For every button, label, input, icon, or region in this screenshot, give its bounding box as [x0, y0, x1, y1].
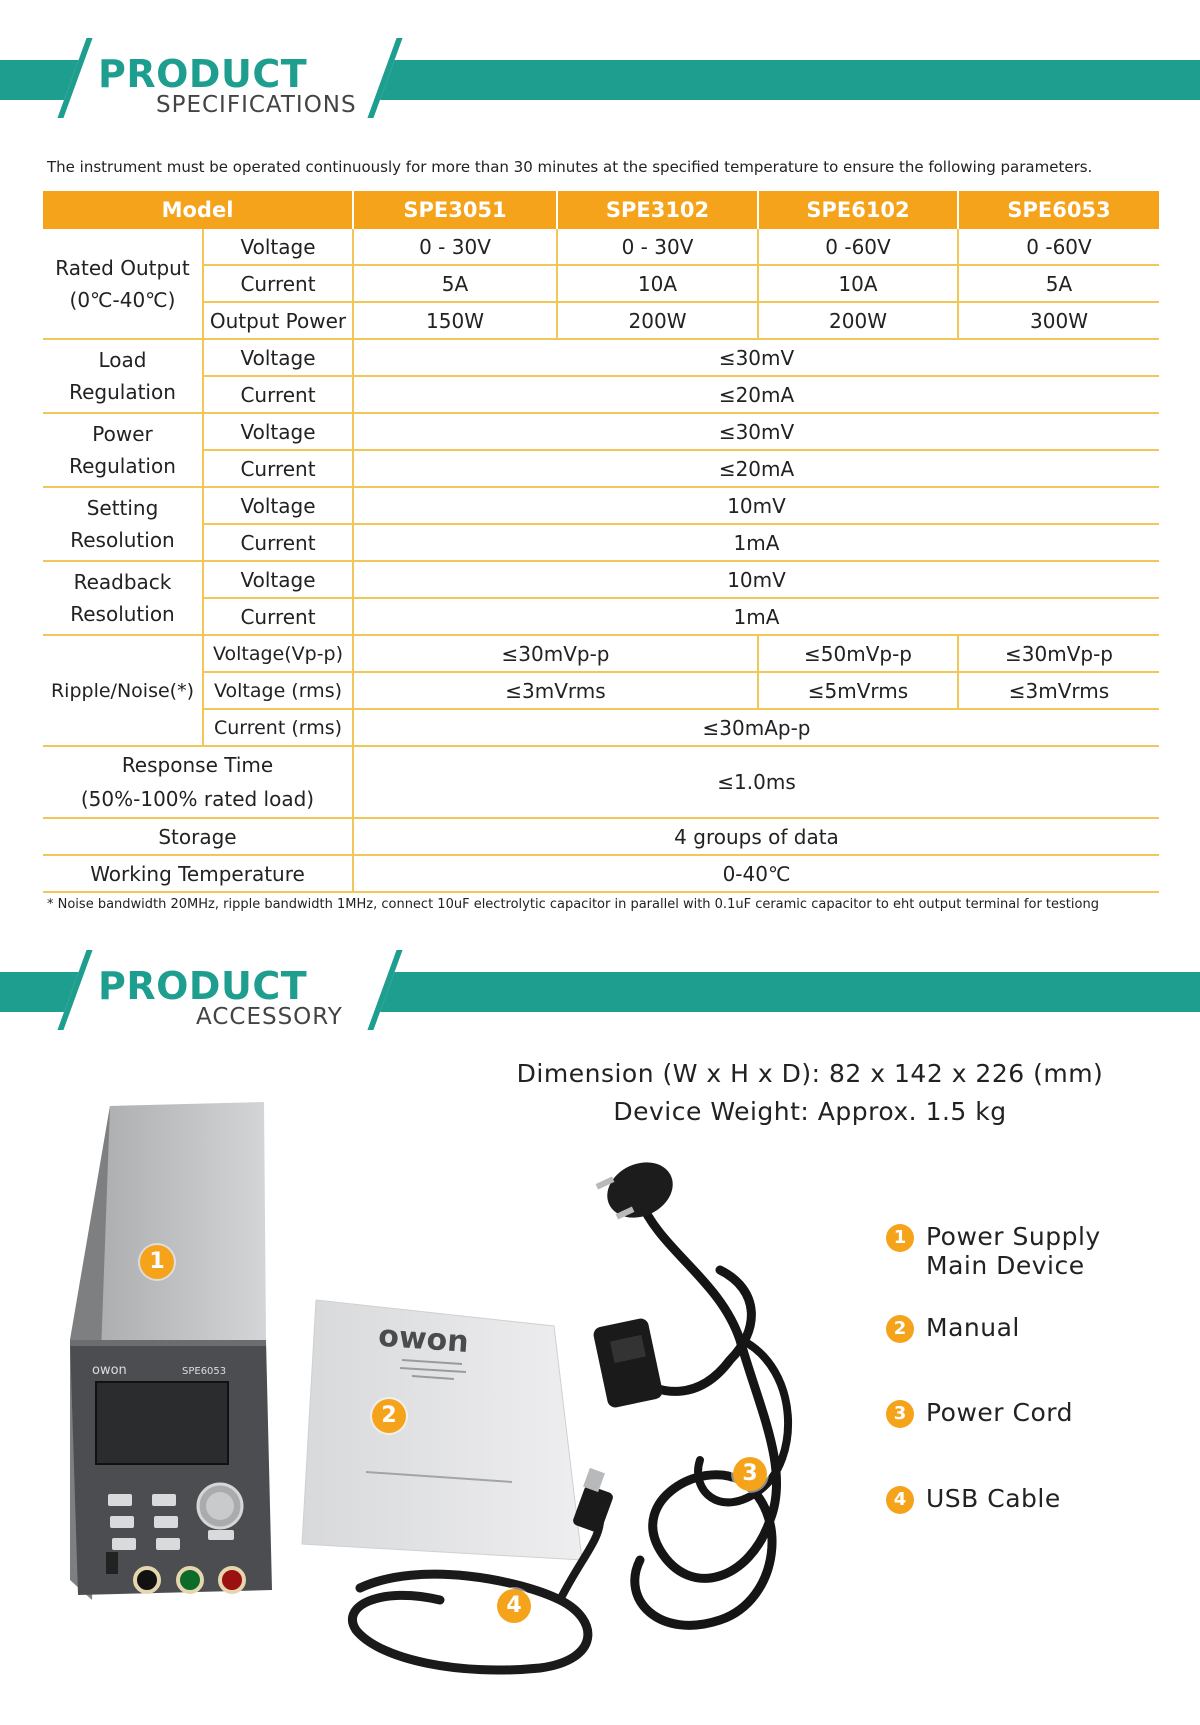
sub-label: Voltage	[203, 561, 353, 598]
accessory-photo	[0, 1040, 880, 1680]
legend-label: USB Cable	[926, 1484, 1061, 1513]
sub-label: Current	[203, 450, 353, 487]
sub-label: Current (rms)	[203, 709, 353, 746]
intro-text: The instrument must be operated continuously for more than 30 minutes at the specified temperature to ensure the following parameters.	[47, 158, 1093, 176]
sub-label: Current	[203, 598, 353, 635]
legend-item-power-cord	[886, 1398, 1073, 1428]
weight-text: Device Weight: Approx. 1.5 kg	[613, 1097, 1007, 1126]
legend-badge: 4	[886, 1486, 914, 1514]
header-model-1: SPE3051	[353, 191, 557, 229]
sub-label: Output Power	[203, 302, 353, 339]
accessory-section-header	[0, 950, 1200, 1030]
load-label-line2: Regulation	[69, 380, 176, 404]
header-model-4: SPE6053	[958, 191, 1159, 229]
table-cell: 200W	[557, 302, 758, 339]
table-cell: 10A	[557, 265, 758, 302]
load-label-line1: Load	[98, 348, 147, 372]
header-model: Model	[43, 191, 353, 229]
legend-item-usb-cable	[886, 1484, 1061, 1514]
table-cell: 1mA	[353, 598, 1159, 635]
table-cell: ≤5mVrms	[758, 672, 958, 709]
device-model: SPE6053	[182, 1366, 227, 1377]
header-model-3: SPE6102	[758, 191, 958, 229]
sub-label: Voltage	[203, 229, 353, 265]
table-row	[43, 598, 1159, 635]
sub-label: Current	[203, 265, 353, 302]
table-cell: 0 - 30V	[353, 229, 557, 265]
rated-label-line2: (0℃-40℃)	[69, 287, 176, 312]
badge-usb-cable: 4	[497, 1589, 531, 1623]
setting-label-line2: Resolution	[70, 528, 175, 552]
table-row	[43, 302, 1159, 339]
table-row	[43, 524, 1159, 561]
table-cell: 0 -60V	[758, 229, 958, 265]
table-row	[43, 487, 1159, 524]
legend-label-line2: Main Device	[926, 1251, 1085, 1280]
power-label-line1: Power	[92, 422, 153, 446]
accessory-header-subtitle: ACCESSORY	[196, 1004, 343, 1030]
table-cell: ≤3mVrms	[958, 672, 1159, 709]
table-cell: 150W	[353, 302, 557, 339]
table-cell: ≤3mVrms	[353, 672, 758, 709]
rated-output-label	[43, 229, 203, 339]
table-row	[43, 672, 1159, 709]
header-model-2: SPE3102	[557, 191, 758, 229]
table-row	[43, 635, 1159, 672]
setting-resolution-label	[43, 487, 203, 561]
sub-label: Voltage (rms)	[203, 672, 353, 709]
table-cell: 10mV	[353, 561, 1159, 598]
rated-label-line1: Rated Output	[55, 255, 190, 280]
table-cell: 5A	[958, 265, 1159, 302]
legend-badge: 2	[886, 1315, 914, 1343]
badge-device: 1	[140, 1245, 174, 1279]
table-cell: 0 - 30V	[557, 229, 758, 265]
sub-label: Voltage(Vp-p)	[203, 635, 353, 672]
table-cell: ≤1.0ms	[353, 746, 1159, 818]
power-supply-device-icon	[70, 1102, 272, 1600]
sub-label: Voltage	[203, 487, 353, 524]
setting-label-line1: Setting	[86, 496, 159, 520]
response-label-line2: (50%-100% rated load)	[80, 787, 315, 811]
legend-label	[926, 1222, 1101, 1280]
working-temperature-label: Working Temperature	[43, 855, 353, 892]
power-plug-icon	[596, 1152, 682, 1228]
table-cell: 200W	[758, 302, 958, 339]
table-row	[43, 450, 1159, 487]
readback-resolution-label	[43, 561, 203, 635]
ripple-noise-label: Ripple/Noise(*)	[43, 635, 203, 746]
table-cell: 10A	[758, 265, 958, 302]
sub-label: Voltage	[203, 339, 353, 376]
readback-label-line1: Readback	[73, 570, 172, 594]
legend-label-line1: Power Supply	[926, 1222, 1101, 1251]
table-row	[43, 818, 1159, 855]
legend-label: Power Cord	[926, 1398, 1073, 1427]
sub-label: Current	[203, 524, 353, 561]
table-row	[43, 265, 1159, 302]
table-row	[43, 855, 1159, 892]
response-time-label	[43, 746, 353, 818]
spec-header-subtitle: SPECIFICATIONS	[156, 92, 357, 118]
power-label-line2: Regulation	[69, 454, 176, 478]
table-cell: ≤30mVp-p	[958, 635, 1159, 672]
spec-table	[43, 191, 1159, 893]
load-regulation-label	[43, 339, 203, 413]
manual-brand: owon	[377, 1318, 470, 1360]
iec-connector-icon	[592, 1317, 664, 1409]
table-cell: ≤30mV	[353, 339, 1159, 376]
table-cell: 0 -60V	[958, 229, 1159, 265]
legend-badge: 3	[886, 1400, 914, 1428]
table-cell: 10mV	[353, 487, 1159, 524]
table-cell: 5A	[353, 265, 557, 302]
sub-label: Voltage	[203, 413, 353, 450]
device-brand: owon	[92, 1363, 127, 1378]
table-row	[43, 561, 1159, 598]
table-cell: 4 groups of data	[353, 818, 1159, 855]
badge-manual: 2	[372, 1399, 406, 1433]
badge-power-cord: 3	[733, 1457, 767, 1491]
table-row	[43, 376, 1159, 413]
legend-badge: 1	[886, 1224, 914, 1252]
spec-section-header	[0, 38, 1200, 118]
response-label-line1: Response Time	[121, 753, 274, 777]
table-row	[43, 229, 1159, 265]
legend-item-power-supply	[886, 1222, 1101, 1280]
dimension-text: Dimension (W x H x D): 82 x 142 x 226 (mm)	[516, 1059, 1104, 1088]
storage-label: Storage	[43, 818, 353, 855]
table-row	[43, 413, 1159, 450]
legend-item-manual	[886, 1313, 1020, 1343]
power-cord-icon	[625, 1200, 788, 1625]
table-cell: ≤50mVp-p	[758, 635, 958, 672]
legend-label: Manual	[926, 1313, 1020, 1342]
table-cell: ≤30mVp-p	[353, 635, 758, 672]
sub-label: Current	[203, 376, 353, 413]
power-regulation-label	[43, 413, 203, 487]
spec-header-title: PRODUCT	[98, 52, 308, 96]
table-cell: ≤30mV	[353, 413, 1159, 450]
table-row	[43, 709, 1159, 746]
table-row	[43, 746, 1159, 818]
footnote: * Noise bandwidth 20MHz, ripple bandwidth 1MHz, connect 10uF electrolytic capacitor in parallel with 0.1uF ceramic capacitor to eht output terminal for testiong	[47, 897, 1099, 912]
table-cell: 1mA	[353, 524, 1159, 561]
accessory-header-title: PRODUCT	[98, 964, 308, 1008]
usb-plug-icon	[572, 1468, 615, 1534]
readback-label-line2: Resolution	[70, 602, 175, 626]
table-cell: 0-40℃	[353, 855, 1159, 892]
table-cell: ≤30mAp-p	[353, 709, 1159, 746]
table-cell: ≤20mA	[353, 450, 1159, 487]
table-row	[43, 339, 1159, 376]
table-header-row	[43, 191, 1159, 229]
manual-booklet-icon	[302, 1300, 582, 1560]
table-cell: 300W	[958, 302, 1159, 339]
table-cell: ≤20mA	[353, 376, 1159, 413]
